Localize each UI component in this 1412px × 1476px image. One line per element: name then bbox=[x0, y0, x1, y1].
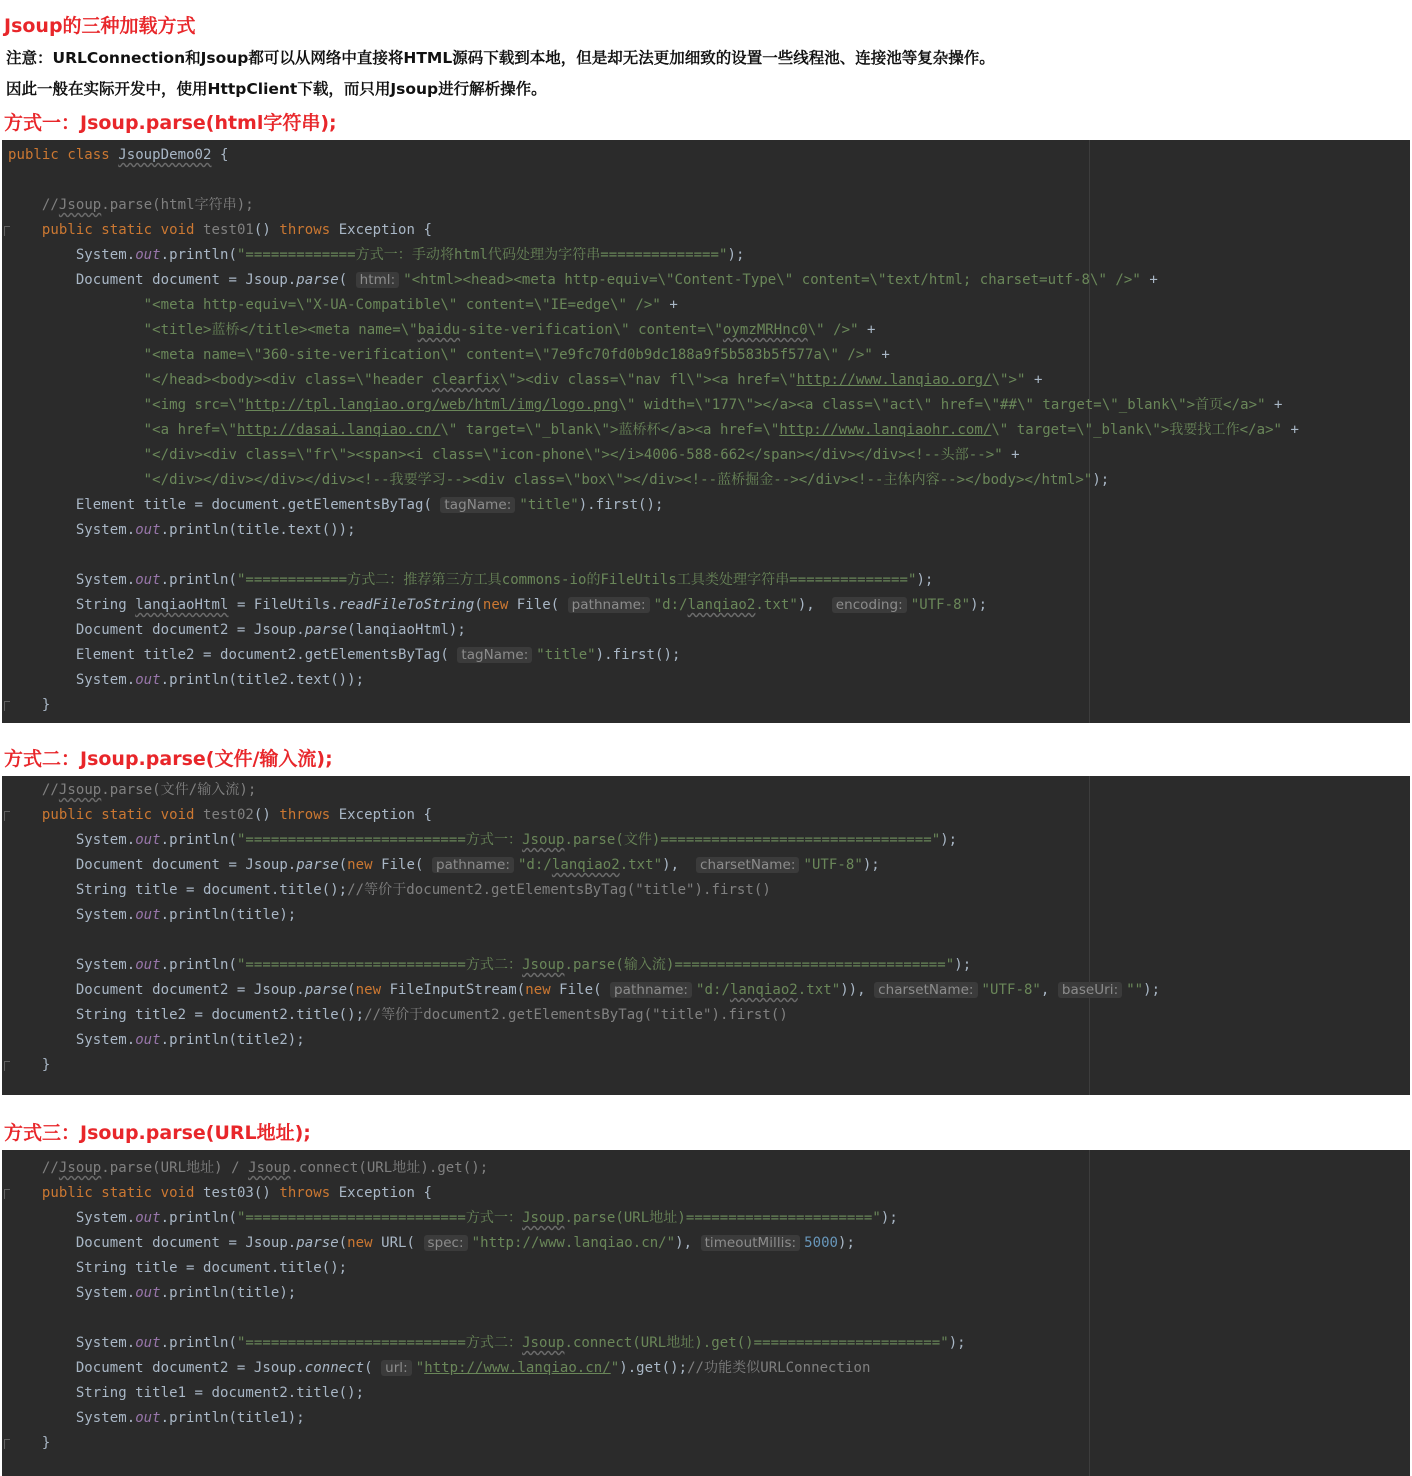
code-token: parse bbox=[296, 857, 339, 873]
code-token: String bbox=[8, 597, 136, 613]
code-token: Jsoup bbox=[522, 832, 565, 848]
code-token: + bbox=[1265, 397, 1283, 413]
code-token: "</div><div class=\"fr\"><span><i class=\"icon-phone\"></i>4006-588-662</span></div></div><!--头部-->" bbox=[143, 447, 1003, 463]
code-line bbox=[8, 1381, 364, 1406]
code-token bbox=[8, 422, 144, 438]
code-line bbox=[8, 443, 1020, 468]
code-token: new bbox=[355, 982, 390, 998]
code-token: "==========================方式二： bbox=[236, 1335, 523, 1351]
code-line bbox=[8, 343, 890, 368]
code-line bbox=[8, 593, 987, 618]
code-token: public class bbox=[8, 147, 119, 163]
code-token: () bbox=[253, 222, 280, 238]
code-token: .txt" bbox=[755, 597, 798, 613]
code-token: ); bbox=[954, 957, 972, 973]
parameter-hint: baseUri: bbox=[1058, 982, 1122, 998]
code-token: connect bbox=[304, 1360, 365, 1376]
code-line bbox=[8, 368, 1042, 393]
code-token: out bbox=[135, 572, 161, 588]
note-line-2: 因此一般在实际开发中，使用HttpClient下载，而只用Jsoup进行解析操作。 bbox=[6, 80, 547, 98]
code-token: out bbox=[135, 907, 161, 923]
code-line bbox=[8, 1281, 296, 1306]
code-token: ( bbox=[338, 272, 356, 288]
code-line bbox=[8, 1156, 488, 1181]
code-token: http://www.lanqiao.cn/ bbox=[424, 1360, 611, 1376]
code-token: .println( bbox=[160, 1210, 237, 1226]
code-token: + bbox=[660, 297, 678, 313]
code-token: .connect(URL地址).get()======================" bbox=[564, 1335, 949, 1351]
code-token: "==========================方式一： bbox=[236, 832, 523, 848]
code-token: System. bbox=[8, 957, 136, 973]
code-token: .println(title2); bbox=[160, 1032, 305, 1048]
code-line bbox=[8, 878, 771, 903]
code-line bbox=[8, 1431, 50, 1456]
code-token: Document document2 = Jsoup. bbox=[8, 982, 305, 998]
code-token: out bbox=[135, 1335, 161, 1351]
code-token: lanqiao2 bbox=[729, 982, 798, 998]
code-token: "title" bbox=[519, 497, 579, 513]
code-token: out bbox=[135, 1032, 161, 1048]
code-token: ), bbox=[675, 1235, 701, 1251]
code-token: \" width=\"177\"></a><a class=\"act\" href=\"##\" target=\"_blank\">首页</a>" bbox=[618, 397, 1266, 413]
code-token: "<meta name=\"360-site-verification\" content=\"7e9fc70fd0b9dc188a9f5b583b5f577a\" />" bbox=[143, 347, 873, 363]
code-line bbox=[8, 803, 432, 828]
code-token: lanqiao2 bbox=[551, 857, 620, 873]
code-token bbox=[8, 347, 144, 363]
parameter-hint: tagName: bbox=[457, 647, 532, 663]
code-line bbox=[8, 903, 296, 928]
code-token: "d:/ bbox=[517, 857, 552, 873]
code-token: Document document2 = Jsoup. bbox=[8, 1360, 305, 1376]
code-line bbox=[8, 1003, 788, 1028]
code-token: "title" bbox=[536, 647, 596, 663]
code-token: { bbox=[211, 147, 229, 163]
code-token: Jsoup bbox=[58, 1160, 102, 1176]
fold-marker-icon[interactable] bbox=[4, 1189, 10, 1199]
code-token: + bbox=[858, 322, 876, 338]
code-token: .connect(URL地址).get(); bbox=[290, 1160, 489, 1176]
section-heading-1: 方式一：Jsoup.parse(html字符串); bbox=[4, 112, 337, 134]
code-token: .println(title.text()); bbox=[160, 522, 356, 538]
code-token: //等价于document2.getElementsByTag("title").first() bbox=[364, 1007, 788, 1023]
code-token: File( bbox=[381, 857, 432, 873]
code-token: .parse(URL地址)======================" bbox=[564, 1210, 881, 1226]
code-token: public static void bbox=[41, 1185, 204, 1201]
code-token bbox=[8, 1185, 42, 1201]
code-token: http://dasai.lanqiao.cn/ bbox=[236, 422, 441, 438]
code-token: } bbox=[8, 1435, 51, 1451]
code-token: System. bbox=[8, 1410, 136, 1426]
code-token: test02 bbox=[203, 807, 254, 823]
code-token: -site-verification\" content=\" bbox=[460, 322, 723, 338]
note-line-1: 注意：URLConnection和Jsoup都可以从网络中直接将HTML源码下载到本地，但是却无法更加细致的设置一些线程池、连接池等复杂操作。 bbox=[6, 49, 995, 67]
code-token: ); bbox=[940, 832, 958, 848]
code-token: new bbox=[482, 597, 517, 613]
code-line bbox=[8, 1331, 966, 1356]
code-token: ); bbox=[1143, 982, 1161, 998]
code-token: lanqiaoHtml bbox=[135, 597, 229, 613]
code-token: public static void bbox=[41, 807, 204, 823]
right-margin-guide bbox=[1089, 1150, 1090, 1476]
code-line bbox=[8, 1356, 870, 1381]
code-token: "</head><body><div class=\"header bbox=[143, 372, 432, 388]
code-line bbox=[8, 493, 664, 518]
code-token bbox=[8, 472, 144, 488]
code-token: public static void bbox=[41, 222, 204, 238]
code-line bbox=[8, 1406, 305, 1431]
code-token bbox=[8, 1160, 42, 1176]
code-token: ); bbox=[970, 597, 988, 613]
code-token: ); bbox=[862, 857, 880, 873]
code-token: .parse(html字符串); bbox=[101, 197, 254, 213]
code-token: System. bbox=[8, 907, 136, 923]
code-token: throws bbox=[279, 1185, 339, 1201]
code-token: ).first(); bbox=[578, 497, 664, 513]
code-line bbox=[8, 828, 957, 853]
code-token: "<meta http-equiv=\"X-UA-Compatible\" content=\"IE=edge\" />" bbox=[143, 297, 661, 313]
code-token: System. bbox=[8, 522, 136, 538]
code-token: // bbox=[41, 1160, 59, 1176]
code-token: ), bbox=[797, 597, 832, 613]
code-token: test01 bbox=[203, 222, 254, 238]
code-line bbox=[8, 953, 971, 978]
code-token: Document document = Jsoup. bbox=[8, 272, 297, 288]
code-token: .txt" bbox=[619, 857, 663, 873]
code-token: "UTF-8" bbox=[910, 597, 971, 613]
code-token: .println(title); bbox=[160, 1285, 297, 1301]
code-token: System. bbox=[8, 572, 136, 588]
code-token: String title1 = document2.title(); bbox=[8, 1385, 365, 1401]
code-token: URL( bbox=[381, 1235, 424, 1251]
parameter-hint: html: bbox=[356, 272, 400, 288]
code-token: // bbox=[41, 197, 59, 213]
code-token: .println( bbox=[160, 957, 237, 973]
code-token: out bbox=[135, 957, 161, 973]
code-line bbox=[8, 468, 1109, 493]
code-token: .println( bbox=[160, 572, 237, 588]
code-token: " bbox=[415, 1360, 425, 1376]
code-line bbox=[8, 1181, 432, 1206]
code-token: + bbox=[1002, 447, 1020, 463]
code-token: .txt" bbox=[797, 982, 841, 998]
code-token: ( bbox=[474, 597, 483, 613]
section-heading-2: 方式二：Jsoup.parse(文件/输入流); bbox=[4, 748, 333, 770]
code-token: new bbox=[347, 1235, 382, 1251]
code-token: //等价于document2.getElementsByTag("title").first() bbox=[347, 882, 771, 898]
parameter-hint: spec: bbox=[424, 1235, 468, 1251]
code-token: Jsoup bbox=[248, 1160, 291, 1176]
code-token: ( bbox=[347, 982, 356, 998]
fold-marker-icon[interactable] bbox=[4, 701, 10, 711]
code-token: "<html><head><meta http-equiv=\"Content-Type\" content=\"text/html; charset=utf-8\" />" bbox=[403, 272, 1141, 288]
code-token: Exception { bbox=[338, 1185, 432, 1201]
code-token: ); bbox=[948, 1335, 966, 1351]
code-token: "d:/ bbox=[653, 597, 688, 613]
parameter-hint: pathname: bbox=[568, 597, 650, 613]
parameter-hint: charsetName: bbox=[874, 982, 977, 998]
code-token bbox=[8, 297, 144, 313]
code-token: , bbox=[1040, 982, 1058, 998]
parameter-hint: pathname: bbox=[432, 857, 514, 873]
code-token: )), bbox=[840, 982, 875, 998]
code-token: System. bbox=[8, 247, 136, 263]
code-line bbox=[8, 1028, 305, 1053]
code-token: readFileToString bbox=[338, 597, 475, 613]
code-token: .println( bbox=[160, 1335, 237, 1351]
code-token: "==========================方式一： bbox=[236, 1210, 523, 1226]
code-token: out bbox=[135, 832, 161, 848]
code-token: ); bbox=[916, 572, 934, 588]
code-token: ).get(); bbox=[619, 1360, 688, 1376]
code-token: } bbox=[8, 1057, 51, 1073]
code-line bbox=[8, 853, 880, 878]
code-token: "d:/ bbox=[696, 982, 730, 998]
code-token: ( bbox=[338, 1235, 348, 1251]
code-token: Exception { bbox=[338, 807, 432, 823]
code-token: .println(title2.text()); bbox=[160, 672, 365, 688]
code-token: Jsoup bbox=[522, 1210, 565, 1226]
code-token: .parse(输入流)================================" bbox=[564, 957, 955, 973]
code-token: "UTF-8" bbox=[803, 857, 863, 873]
code-token: .println( bbox=[160, 832, 237, 848]
code-token: out bbox=[135, 247, 161, 263]
code-token bbox=[8, 197, 42, 213]
code-token: out bbox=[135, 522, 161, 538]
code-token: http://www.lanqiaohr.com/ bbox=[779, 422, 992, 438]
code-token: new bbox=[525, 982, 560, 998]
code-token: Document document = Jsoup. bbox=[8, 857, 297, 873]
code-token: + bbox=[1140, 272, 1158, 288]
code-token: "==========================方式二： bbox=[236, 957, 523, 973]
code-token bbox=[8, 222, 42, 238]
code-token: "============方式二：推荐第三方工具commons-io的FileUtils工具类处理字符串==============" bbox=[236, 572, 917, 588]
code-token: ( bbox=[338, 857, 348, 873]
code-token: Jsoup bbox=[522, 1335, 565, 1351]
code-token: parse bbox=[296, 1235, 339, 1251]
code-token: parse bbox=[304, 622, 348, 638]
code-token: // bbox=[41, 782, 59, 798]
code-token: .println( bbox=[160, 247, 237, 263]
code-line bbox=[8, 518, 356, 543]
code-token: + bbox=[1025, 372, 1043, 388]
code-line bbox=[8, 218, 432, 243]
code-token: http://tpl.lanqiao.org/web/html/img/logo.png bbox=[245, 397, 619, 413]
code-token: System. bbox=[8, 1032, 136, 1048]
code-token: Element title2 = document2.getElementsByTag( bbox=[8, 647, 458, 663]
code-token: ); bbox=[838, 1235, 856, 1251]
code-token: Jsoup bbox=[522, 957, 565, 973]
code-token: ), bbox=[662, 857, 697, 873]
code-token bbox=[8, 447, 144, 463]
code-token: clearfix bbox=[431, 372, 500, 388]
code-token: Document document2 = Jsoup. bbox=[8, 622, 305, 638]
code-line bbox=[8, 1206, 898, 1231]
code-token: test03() bbox=[203, 1185, 280, 1201]
code-token: "UTF-8" bbox=[981, 982, 1041, 998]
code-token: parse bbox=[296, 272, 339, 288]
fold-marker-icon[interactable] bbox=[4, 226, 10, 236]
code-token: "<a href=\" bbox=[143, 422, 237, 438]
parameter-hint: encoding: bbox=[832, 597, 907, 613]
code-token: System. bbox=[8, 1285, 136, 1301]
code-token: parse bbox=[304, 982, 348, 998]
section-heading-3: 方式三：Jsoup.parse(URL地址); bbox=[4, 1122, 311, 1144]
code-token: ( bbox=[364, 1360, 382, 1376]
code-line bbox=[8, 1256, 347, 1281]
code-token: .parse(文件/输入流); bbox=[101, 782, 257, 798]
code-token: .parse(文件)================================" bbox=[564, 832, 941, 848]
code-line bbox=[8, 243, 744, 268]
code-token: Document document = Jsoup. bbox=[8, 1235, 297, 1251]
fold-marker-icon[interactable] bbox=[4, 1439, 10, 1449]
code-token: String title = document.title(); bbox=[8, 882, 348, 898]
code-token bbox=[8, 372, 144, 388]
code-token: ); bbox=[880, 1210, 898, 1226]
code-token: out bbox=[135, 1210, 161, 1226]
code-block-method-1 bbox=[2, 140, 1410, 723]
code-token: out bbox=[135, 1285, 161, 1301]
code-block-method-2 bbox=[2, 776, 1410, 1095]
code-line bbox=[8, 693, 50, 718]
code-token: ); bbox=[1092, 472, 1110, 488]
code-token: = FileUtils. bbox=[228, 597, 339, 613]
fold-marker-icon[interactable] bbox=[4, 811, 10, 821]
code-line bbox=[8, 618, 466, 643]
right-margin-guide bbox=[1089, 776, 1090, 1095]
code-line bbox=[8, 668, 364, 693]
code-line bbox=[8, 293, 678, 318]
code-token: FileInputStream( bbox=[389, 982, 526, 998]
code-token: JsoupDemo02 bbox=[118, 147, 212, 163]
code-line bbox=[8, 643, 680, 668]
code-token: //功能类似URLConnection bbox=[687, 1360, 871, 1376]
code-token: String title2 = document2.title(); bbox=[8, 1007, 365, 1023]
code-line bbox=[8, 978, 1160, 1003]
code-line bbox=[8, 193, 254, 218]
code-token: Exception { bbox=[338, 222, 432, 238]
code-token: Element title = document.getElementsByTag( bbox=[8, 497, 441, 513]
code-token: \" target=\"_blank\">我要找工作</a>" bbox=[991, 422, 1283, 438]
code-token: () bbox=[253, 807, 280, 823]
code-token: } bbox=[8, 697, 51, 713]
code-token: \" target=\"_blank\">蓝桥杯</a><a href=\" bbox=[440, 422, 780, 438]
page-title: Jsoup的三种加载方式 bbox=[4, 15, 196, 37]
code-token: "http://www.lanqiao.cn/" bbox=[471, 1235, 676, 1251]
code-token: (lanqiaoHtml); bbox=[347, 622, 466, 638]
parameter-hint: pathname: bbox=[610, 982, 692, 998]
code-token: + bbox=[872, 347, 890, 363]
code-token: http://www.lanqiao.org/ bbox=[796, 372, 992, 388]
parameter-hint: tagName: bbox=[440, 497, 515, 513]
code-line bbox=[8, 393, 1283, 418]
code-token: Jsoup bbox=[58, 197, 102, 213]
code-line bbox=[8, 778, 256, 803]
parameter-hint: timeoutMillis: bbox=[701, 1235, 801, 1251]
code-line bbox=[8, 418, 1299, 443]
code-token: out bbox=[135, 672, 161, 688]
code-token: System. bbox=[8, 832, 136, 848]
code-token: "</div></div></div></div><!--我要学习--><div class=\"box\"></div><!--蓝桥掘金--></div><!--主体内容--></body></html>" bbox=[143, 472, 1093, 488]
code-token: .parse(URL地址) / bbox=[101, 1160, 249, 1176]
parameter-hint: url: bbox=[381, 1360, 412, 1376]
code-line bbox=[8, 1053, 50, 1078]
code-token: lanqiao2 bbox=[687, 597, 756, 613]
code-token: ).first(); bbox=[595, 647, 681, 663]
code-token: \">" bbox=[991, 372, 1026, 388]
code-token: throws bbox=[279, 807, 339, 823]
code-token bbox=[8, 397, 144, 413]
code-token: "=============方式一：手动将html代码处理为字符串==============" bbox=[236, 247, 728, 263]
code-token: File( bbox=[516, 597, 568, 613]
code-token: " bbox=[610, 1360, 620, 1376]
code-line bbox=[8, 268, 1158, 293]
code-token: new bbox=[347, 857, 382, 873]
code-block-method-3 bbox=[2, 1150, 1410, 1476]
code-token: baidu bbox=[417, 322, 461, 338]
code-token bbox=[8, 782, 42, 798]
code-token: System. bbox=[8, 1210, 136, 1226]
code-token: System. bbox=[8, 672, 136, 688]
code-line bbox=[8, 568, 933, 593]
code-token: Jsoup bbox=[58, 782, 102, 798]
code-line bbox=[8, 143, 228, 168]
code-token: "<title>蓝桥</title><meta name=\" bbox=[143, 322, 418, 338]
code-token: String title = document.title(); bbox=[8, 1260, 348, 1276]
fold-marker-icon[interactable] bbox=[4, 1061, 10, 1071]
code-token: File( bbox=[559, 982, 611, 998]
code-token: "<img src=\" bbox=[143, 397, 246, 413]
code-token: ); bbox=[727, 247, 745, 263]
code-token: .println(title); bbox=[160, 907, 297, 923]
code-token: throws bbox=[279, 222, 339, 238]
code-token bbox=[8, 322, 144, 338]
code-token: + bbox=[1282, 422, 1299, 438]
code-token: 5000 bbox=[804, 1235, 839, 1251]
code-token: out bbox=[135, 1410, 161, 1426]
code-token bbox=[8, 807, 42, 823]
code-token: \" />" bbox=[807, 322, 859, 338]
code-token: oymzMRHnc0 bbox=[722, 322, 808, 338]
code-token: "" bbox=[1126, 982, 1144, 998]
parameter-hint: charsetName: bbox=[696, 857, 799, 873]
code-token: \"><div class=\"nav fl\"><a href=\" bbox=[499, 372, 797, 388]
code-line bbox=[8, 1231, 855, 1256]
code-token: .println(title1); bbox=[160, 1410, 305, 1426]
code-token: System. bbox=[8, 1335, 136, 1351]
code-line bbox=[8, 318, 876, 343]
